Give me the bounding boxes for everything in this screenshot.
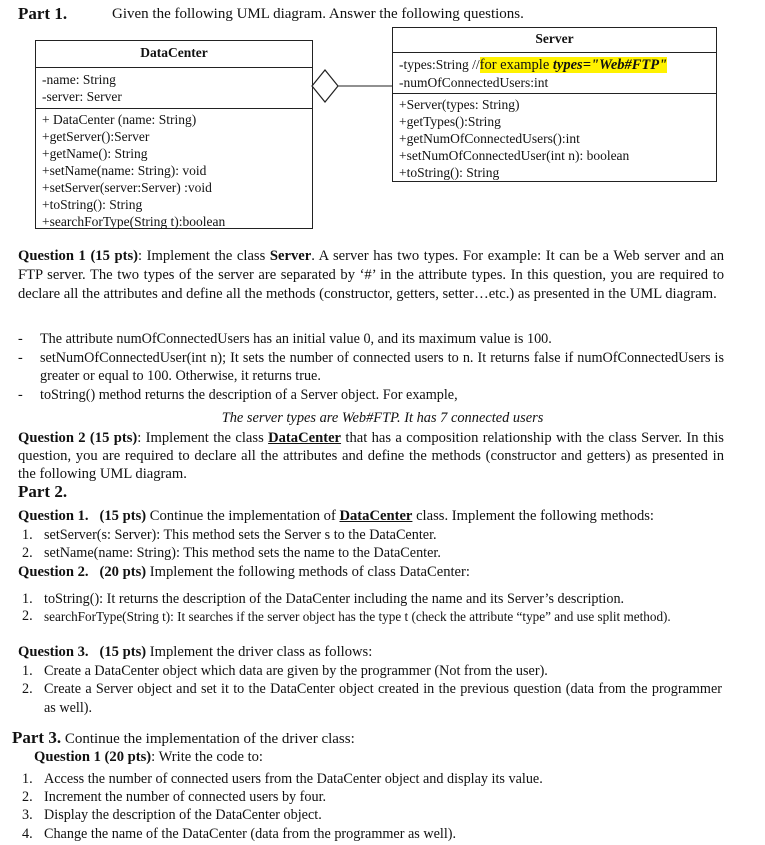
tostring-example: The server types are Web#FTP. It has 7 connected users [221,410,544,426]
list-item-text: Create a Server object and set it to the DataCenter object created in the previous question (data from the programmer as well). [44,681,722,716]
list-item-text: setName(name: String): This method sets the name to the DataCenter. [44,545,441,562]
part3-intro: Continue the implementation of the driver class: [61,731,355,747]
list-item: 2. searchForType(String t): It searches if the server object has the type t (check the attribute “type” and use split method). [22,608,722,625]
part2-q1-label: Question 1. [18,508,89,524]
part2-q1-bold: DataCenter [339,508,413,524]
part2-q1-text-a: Continue the implementation of [146,508,340,524]
server-class-name: Server [535,31,574,46]
part2-q3-label: Question 3. [18,644,89,660]
server-method: +getTypes():String [399,114,501,129]
types-highlight: for example [479,57,553,73]
datacenter-attribute: -name: String [42,72,116,87]
part1-intro: Given the following UML diagram. Answer the following questions. [112,6,524,22]
q1-text-a: : Implement the class [138,248,270,264]
part2-q2-points: (20 pts) [99,564,147,580]
list-item: 1. setServer(s: Server): This method sets the Server s to the DataCenter. [22,526,722,544]
server-method: +Server(types: String) [399,97,520,112]
datacenter-method: +setName(name: String): void [42,163,207,178]
datacenter-method: +searchForType(String t):boolean [42,214,226,229]
q2-text-b: that has a composition relationship with the class Server. In this question, you are required to declare all the attributes and define the methods (constructor and getters) as presented in the following UML diagram. [18,430,724,482]
composition-diamond-icon [312,70,338,102]
datacenter-method: + DataCenter (name: String) [42,112,197,127]
datacenter-method: +getServer():Server [42,129,150,144]
part2-q3-points: (15 pts) [99,644,147,660]
types-attr-text: -types:String // [399,57,480,72]
server-attributes [393,52,716,93]
part1-title: Part 1. [18,4,68,23]
list-item-text: setServer(s: Server): This method sets the Server s to the DataCenter. [44,527,437,543]
bullet-text: toString() method returns the description of a Server object. For example, [40,386,458,403]
datacenter-methods [36,108,312,232]
list-item: 1. Create a DataCenter object which data are given by the programmer (Not from the user). [22,662,722,680]
server-attribute: -numOfConnectedUsers:int [399,75,549,90]
list-item-text: Change the name of the DataCenter (data from the programmer as well). [44,825,457,842]
bullet-text: The attribute numOfConnectedUsers has an initial value 0, and its maximum value is 100. [40,331,552,347]
datacenter-attribute: -server: Server [42,89,122,104]
list-item-text: toString(): It returns the description of the DataCenter including the name and its Server’s description. [44,591,625,607]
list-item: 2. setName(name: String): This method sets the name to the DataCenter. [22,544,722,562]
server-attribute-types [399,56,710,74]
part3-q1-label: Question 1 (20 pts) [34,749,152,765]
list-item-text: Increment the number of connected users by four. [44,789,327,806]
server-method: +setNumOfConnectedUser(int n): boolean [399,148,630,163]
q2-bold-datacenter: DataCenter [268,430,342,446]
question2-label: Question 2 (15 pts) [18,430,138,446]
list-item: 3. Display the description of the DataCenter object. [22,806,722,824]
datacenter-method: +setServer(server:Server) :void [42,180,212,195]
server-method: +getNumOfConnectedUsers():int [399,131,580,146]
q1-bold-server: Server [269,248,312,264]
bullet-text: setNumOfConnectedUser(int n); It sets the number of connected users to n. It returns false if numOfConnectedUsers is greater or equal to 100. Otherwise, it returns true. [40,349,724,385]
list-item-text: Create a DataCenter object which data are given by the programmer (Not from the user). [44,663,548,679]
composition-connector [311,68,393,104]
part3-list [22,770,722,843]
list-item: - The attribute numOfConnectedUsers has an initial value 0, and its maximum value is 100. [18,331,552,347]
part3-heading [12,728,355,748]
list-item-text: Display the description of the DataCenter object. [44,807,322,824]
datacenter-method: +getName(): String [42,146,148,161]
list-item: 1. Access the number of connected users from the DataCenter object and display its value. [22,770,722,788]
datacenter-class-name: DataCenter [140,45,208,60]
part2-q3-text: Implement the driver class as follows: [146,644,373,660]
question1-label: Question 1 (15 pts) [18,248,139,264]
part2-q2-list [22,590,722,625]
list-item: 2. Increment the number of connected users by four. [22,788,722,806]
datacenter-method: +toString(): String [42,197,143,212]
list-item-text: searchForType(String t): It searches if the server object has the type t (check the attribute “type” and use split method). [44,609,671,625]
server-class-box [392,27,717,182]
part2-title: Part 2. [18,482,68,501]
list-item: 4. Change the name of the DataCenter (data from the programmer as well). [22,825,722,843]
list-item: - setNumOfConnectedUser(int n); It sets the number of connected users to n. It returns false if numOfConnectedUsers is greater or equal to 100. Otherwise, it returns true. [18,349,724,385]
question1-bullets [18,330,724,404]
part2-question1 [18,507,728,525]
question2-paragraph [18,429,724,483]
part2-question2 [18,563,728,581]
types-example-value: types="Web#FTP" [552,57,668,73]
part2-q3-list [22,662,722,717]
part3-title: Part 3. [12,728,62,747]
list-item-text: Access the number of connected users from the DataCenter object and display its value. [44,771,543,787]
question1-paragraph [18,247,724,304]
part3-question1 [34,749,263,766]
q2-text-a: : Implement the class [137,430,269,446]
server-method: +toString(): String [399,165,500,180]
server-methods [393,93,716,183]
list-item: 1. toString(): It returns the description of the DataCenter including the name and its Server’s description. [22,590,722,608]
part2-q1-points: (15 pts) [99,508,147,524]
part2-question3 [18,643,728,661]
part2-q2-label: Question 2. [18,564,89,580]
datacenter-attributes [36,67,312,108]
part2-q1-list [22,526,722,563]
q1-text-b: . A server has two types. For example: It can be a Web server and an FTP server. The two types of the server are separated by ‘#’ in the attribute types. In this question, you are required to declare all the attributes and define all the methods (constructor, getters, setter…etc.) as presented in the UML diagram. [18,248,724,302]
part3-q1-text: : Write the code to: [151,749,263,765]
datacenter-class-box [35,40,313,229]
list-item: 2. Create a Server object and set it to the DataCenter object created in the previous question (data from the programmer as well). [22,681,722,716]
list-item: - toString() method returns the description of a Server object. For example, [18,386,458,403]
part2-q2-text: Implement the following methods of class DataCenter: [146,564,470,580]
part2-q1-text-b: class. Implement the following methods: [412,508,654,524]
